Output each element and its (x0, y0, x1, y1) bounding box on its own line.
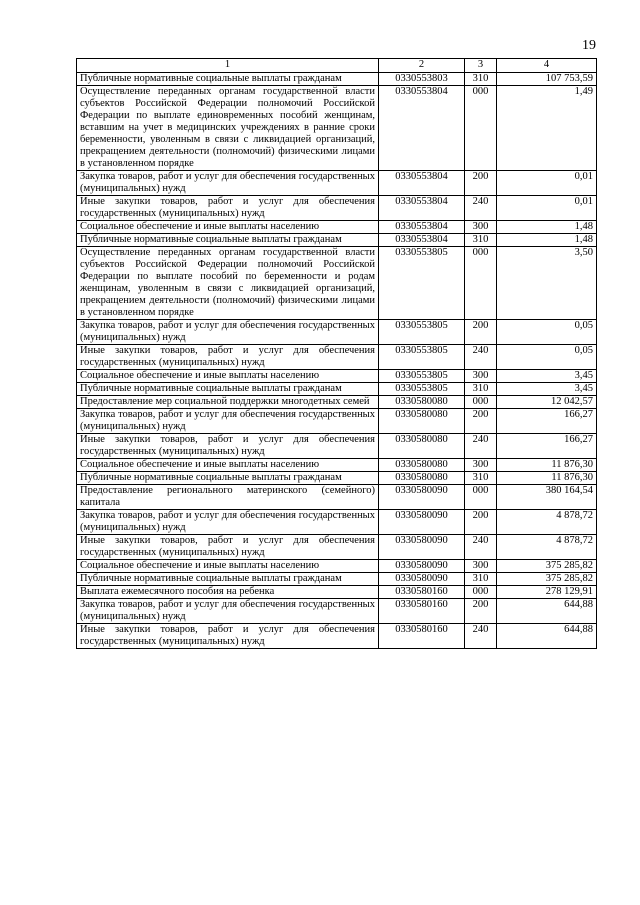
table-row (77, 171, 597, 196)
row-sum: 4 878,72 (497, 535, 597, 560)
row-type: 240 (465, 345, 497, 370)
row-name: Осуществление переданных органам государственной власти субъектов Российской Федерации полномочий Российской Федерации по выплате единовременных пособий женщинам, вставшим на учет в медицинских учреждениях в ранние сроки беременности, уволенным в связи с ликвидацией организаций, прекращением деятельности (полномочий) физическими лицами в установленном порядке (77, 86, 379, 171)
row-type: 310 (465, 573, 497, 586)
table-row (77, 345, 597, 370)
row-code: 0330553804 (379, 221, 465, 234)
row-name: Иные закупки товаров, работ и услуг для обеспечения государственных (муниципальных) нужд (77, 624, 379, 649)
row-sum: 644,88 (497, 624, 597, 649)
row-type: 300 (465, 560, 497, 573)
row-type: 310 (465, 383, 497, 396)
row-code: 0330553804 (379, 86, 465, 171)
row-code: 0330580080 (379, 396, 465, 409)
row-code: 0330553804 (379, 196, 465, 221)
row-sum: 0,01 (497, 196, 597, 221)
row-name: Публичные нормативные социальные выплаты гражданам (77, 573, 379, 586)
row-code: 0330553805 (379, 383, 465, 396)
table-row (77, 73, 597, 86)
table-row (77, 396, 597, 409)
row-code: 0330580080 (379, 472, 465, 485)
row-name: Закупка товаров, работ и услуг для обеспечения государственных (муниципальных) нужд (77, 599, 379, 624)
table-row (77, 370, 597, 383)
row-name: Предоставление регионального материнского (семейного) капитала (77, 485, 379, 510)
row-sum: 0,05 (497, 345, 597, 370)
row-type: 300 (465, 221, 497, 234)
row-sum: 0,01 (497, 171, 597, 196)
row-name: Публичные нормативные социальные выплаты гражданам (77, 472, 379, 485)
row-name: Закупка товаров, работ и услуг для обеспечения государственных (муниципальных) нужд (77, 320, 379, 345)
row-sum: 11 876,30 (497, 472, 597, 485)
header-col-1: 1 (77, 59, 379, 73)
row-code: 0330580160 (379, 624, 465, 649)
row-sum: 4 878,72 (497, 510, 597, 535)
row-code: 0330580090 (379, 535, 465, 560)
row-type: 300 (465, 370, 497, 383)
table-row (77, 320, 597, 345)
row-code: 0330553804 (379, 171, 465, 196)
budget-table (76, 58, 597, 649)
table-row (77, 409, 597, 434)
table-row (77, 383, 597, 396)
row-type: 000 (465, 396, 497, 409)
table-row (77, 560, 597, 573)
table-row (77, 247, 597, 320)
row-sum: 0,05 (497, 320, 597, 345)
row-type: 200 (465, 409, 497, 434)
row-name: Социальное обеспечение и иные выплаты населению (77, 459, 379, 472)
row-code: 0330580080 (379, 459, 465, 472)
table-row (77, 459, 597, 472)
row-type: 240 (465, 624, 497, 649)
table-row (77, 434, 597, 459)
table-row (77, 599, 597, 624)
row-sum: 380 164,54 (497, 485, 597, 510)
row-type: 000 (465, 485, 497, 510)
row-type: 200 (465, 320, 497, 345)
row-name: Иные закупки товаров, работ и услуг для обеспечения государственных (муниципальных) нужд (77, 196, 379, 221)
row-sum: 278 129,91 (497, 586, 597, 599)
row-code: 0330580080 (379, 434, 465, 459)
row-type: 000 (465, 247, 497, 320)
row-sum: 1,48 (497, 221, 597, 234)
table-row (77, 86, 597, 171)
row-type: 240 (465, 196, 497, 221)
row-code: 0330553805 (379, 320, 465, 345)
row-name: Иные закупки товаров, работ и услуг для обеспечения государственных (муниципальных) нужд (77, 345, 379, 370)
row-type: 200 (465, 171, 497, 196)
table-row (77, 221, 597, 234)
row-sum: 166,27 (497, 409, 597, 434)
row-code: 0330580090 (379, 573, 465, 586)
row-code: 0330580090 (379, 485, 465, 510)
row-sum: 3,50 (497, 247, 597, 320)
page-number: 19 (582, 38, 596, 53)
row-type: 000 (465, 86, 497, 171)
row-type: 310 (465, 472, 497, 485)
row-sum: 11 876,30 (497, 459, 597, 472)
row-sum: 12 042,57 (497, 396, 597, 409)
row-sum: 644,88 (497, 599, 597, 624)
row-name: Предоставление мер социальной поддержки многодетных семей (77, 396, 379, 409)
table-row (77, 196, 597, 221)
table-row (77, 234, 597, 247)
row-type: 300 (465, 459, 497, 472)
row-name: Иные закупки товаров, работ и услуг для обеспечения государственных (муниципальных) нужд (77, 434, 379, 459)
row-sum: 166,27 (497, 434, 597, 459)
header-col-2: 2 (379, 59, 465, 73)
table-row (77, 472, 597, 485)
row-type: 310 (465, 234, 497, 247)
row-type: 200 (465, 510, 497, 535)
header-col-4: 4 (497, 59, 597, 73)
table-row (77, 573, 597, 586)
row-type: 200 (465, 599, 497, 624)
row-name: Закупка товаров, работ и услуг для обеспечения государственных (муниципальных) нужд (77, 171, 379, 196)
row-code: 0330580090 (379, 560, 465, 573)
row-code: 0330553805 (379, 345, 465, 370)
row-code: 0330553805 (379, 370, 465, 383)
row-code: 0330580160 (379, 599, 465, 624)
row-sum: 3,45 (497, 370, 597, 383)
row-code: 0330553804 (379, 234, 465, 247)
row-sum: 1,48 (497, 234, 597, 247)
row-name: Социальное обеспечение и иные выплаты населению (77, 221, 379, 234)
row-type: 000 (465, 586, 497, 599)
row-name: Социальное обеспечение и иные выплаты населению (77, 560, 379, 573)
row-code: 0330553803 (379, 73, 465, 86)
row-name: Иные закупки товаров, работ и услуг для обеспечения государственных (муниципальных) нужд (77, 535, 379, 560)
row-code: 0330580090 (379, 510, 465, 535)
row-sum: 375 285,82 (497, 573, 597, 586)
table-row (77, 535, 597, 560)
row-sum: 3,45 (497, 383, 597, 396)
row-name: Социальное обеспечение и иные выплаты населению (77, 370, 379, 383)
row-type: 310 (465, 73, 497, 86)
table-row (77, 510, 597, 535)
row-name: Выплата ежемесячного пособия на ребенка (77, 586, 379, 599)
table-row (77, 624, 597, 649)
header-col-3: 3 (465, 59, 497, 73)
table-row (77, 586, 597, 599)
row-type: 240 (465, 535, 497, 560)
row-name: Публичные нормативные социальные выплаты гражданам (77, 234, 379, 247)
row-code: 0330580080 (379, 409, 465, 434)
row-name: Закупка товаров, работ и услуг для обеспечения государственных (муниципальных) нужд (77, 510, 379, 535)
row-name: Публичные нормативные социальные выплаты гражданам (77, 73, 379, 86)
row-code: 0330580160 (379, 586, 465, 599)
row-name: Осуществление переданных органам государственной власти субъектов Российской Федерации полномочий Российской Федерации по выплате пособий по беременности и родам женщинам, уволенным в связи с ликвидацией организаций, прекращением деятельности (полномочий) физическими лицами в установленном порядке (77, 247, 379, 320)
header-row (77, 59, 597, 73)
row-name: Закупка товаров, работ и услуг для обеспечения государственных (муниципальных) нужд (77, 409, 379, 434)
row-sum: 1,49 (497, 86, 597, 171)
table-row (77, 485, 597, 510)
row-sum: 375 285,82 (497, 560, 597, 573)
row-sum: 107 753,59 (497, 73, 597, 86)
row-name: Публичные нормативные социальные выплаты гражданам (77, 383, 379, 396)
row-type: 240 (465, 434, 497, 459)
row-code: 0330553805 (379, 247, 465, 320)
